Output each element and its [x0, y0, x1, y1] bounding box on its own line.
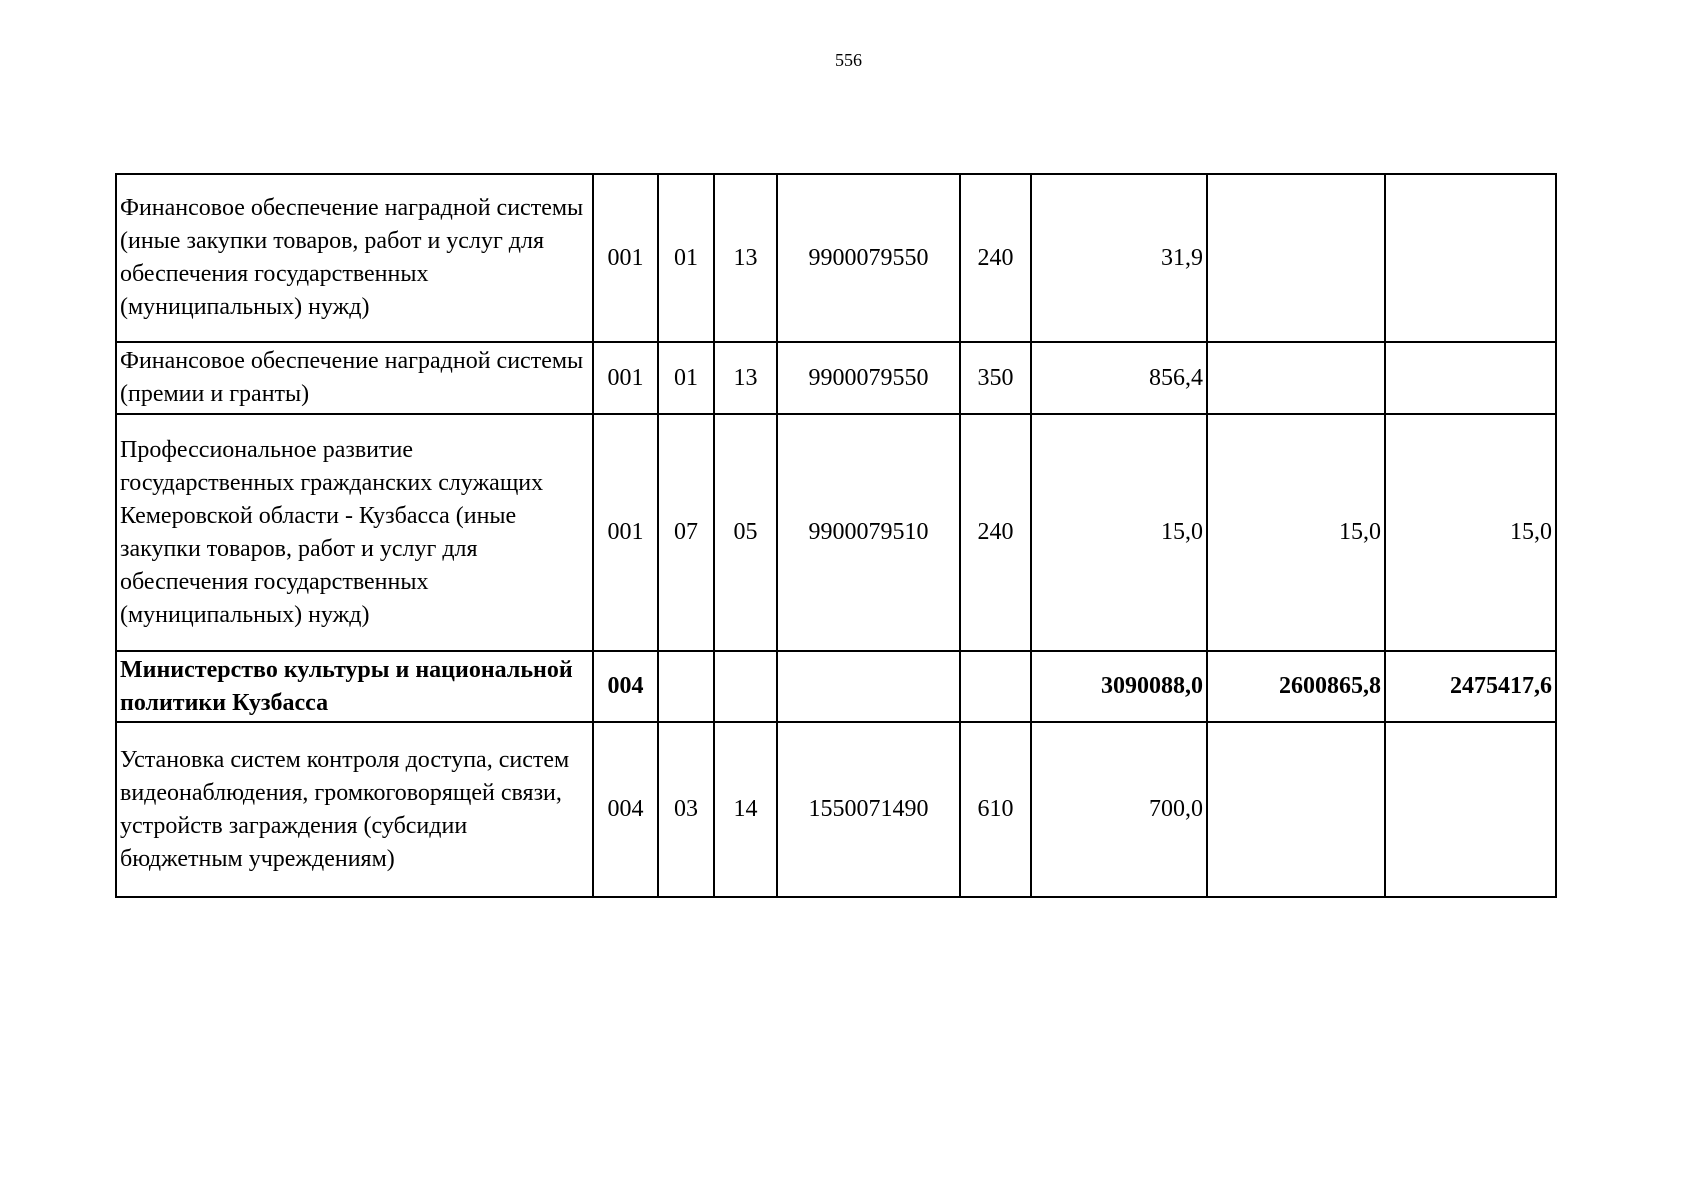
amount-year-3: 2475417,6	[1385, 651, 1556, 722]
expense-type-code	[960, 651, 1031, 722]
table-row	[116, 414, 1556, 651]
amount-year-2	[1207, 174, 1385, 342]
target-article-code	[777, 651, 960, 722]
amount-year-3	[1385, 174, 1556, 342]
subsection-code: 05	[714, 414, 777, 651]
budget-table	[115, 173, 1557, 898]
amount-year-1: 31,9	[1031, 174, 1207, 342]
target-article-code: 1550071490	[777, 722, 960, 897]
ministry-code: 001	[593, 174, 658, 342]
subsection-code: 13	[714, 174, 777, 342]
subsection-code: 14	[714, 722, 777, 897]
section-code: 01	[658, 174, 714, 342]
ministry-code: 001	[593, 414, 658, 651]
subsection-code: 13	[714, 342, 777, 414]
expense-type-code: 610	[960, 722, 1031, 897]
expense-type-code: 350	[960, 342, 1031, 414]
table-row	[116, 342, 1556, 414]
amount-year-2: 2600865,8	[1207, 651, 1385, 722]
ministry-code: 001	[593, 342, 658, 414]
row-name: Профессиональное развитие государственных гражданских служащих Кемеровской области - Кузбасса (иные закупки товаров, работ и услуг для обеспечения государственных (муниципальных) нужд)	[116, 414, 593, 651]
amount-year-2	[1207, 722, 1385, 897]
section-code: 01	[658, 342, 714, 414]
amount-year-3: 15,0	[1385, 414, 1556, 651]
table-row	[116, 722, 1556, 897]
expense-type-code: 240	[960, 174, 1031, 342]
expense-type-code: 240	[960, 414, 1031, 651]
amount-year-2	[1207, 342, 1385, 414]
table-row	[116, 174, 1556, 342]
amount-year-1: 3090088,0	[1031, 651, 1207, 722]
row-name: Финансовое обеспечение наградной системы (иные закупки товаров, работ и услуг для обеспечения государственных (муниципальных) нужд)	[116, 174, 593, 342]
ministry-code: 004	[593, 722, 658, 897]
ministry-code: 004	[593, 651, 658, 722]
row-name: Министерство культуры и национальной политики Кузбасса	[116, 651, 593, 722]
amount-year-1: 856,4	[1031, 342, 1207, 414]
section-code: 07	[658, 414, 714, 651]
amount-year-3	[1385, 722, 1556, 897]
row-name: Установка систем контроля доступа, систем видеонаблюдения, громкоговорящей связи, устройств заграждения (субсидии бюджетным учреждениям)	[116, 722, 593, 897]
target-article-code: 9900079550	[777, 174, 960, 342]
table-row-ministry-total	[116, 651, 1556, 722]
amount-year-1: 15,0	[1031, 414, 1207, 651]
subsection-code	[714, 651, 777, 722]
page-number: 556	[835, 50, 862, 70]
section-code	[658, 651, 714, 722]
row-name: Финансовое обеспечение наградной системы (премии и гранты)	[116, 342, 593, 414]
amount-year-2: 15,0	[1207, 414, 1385, 651]
target-article-code: 9900079550	[777, 342, 960, 414]
amount-year-1: 700,0	[1031, 722, 1207, 897]
amount-year-3	[1385, 342, 1556, 414]
target-article-code: 9900079510	[777, 414, 960, 651]
section-code: 03	[658, 722, 714, 897]
